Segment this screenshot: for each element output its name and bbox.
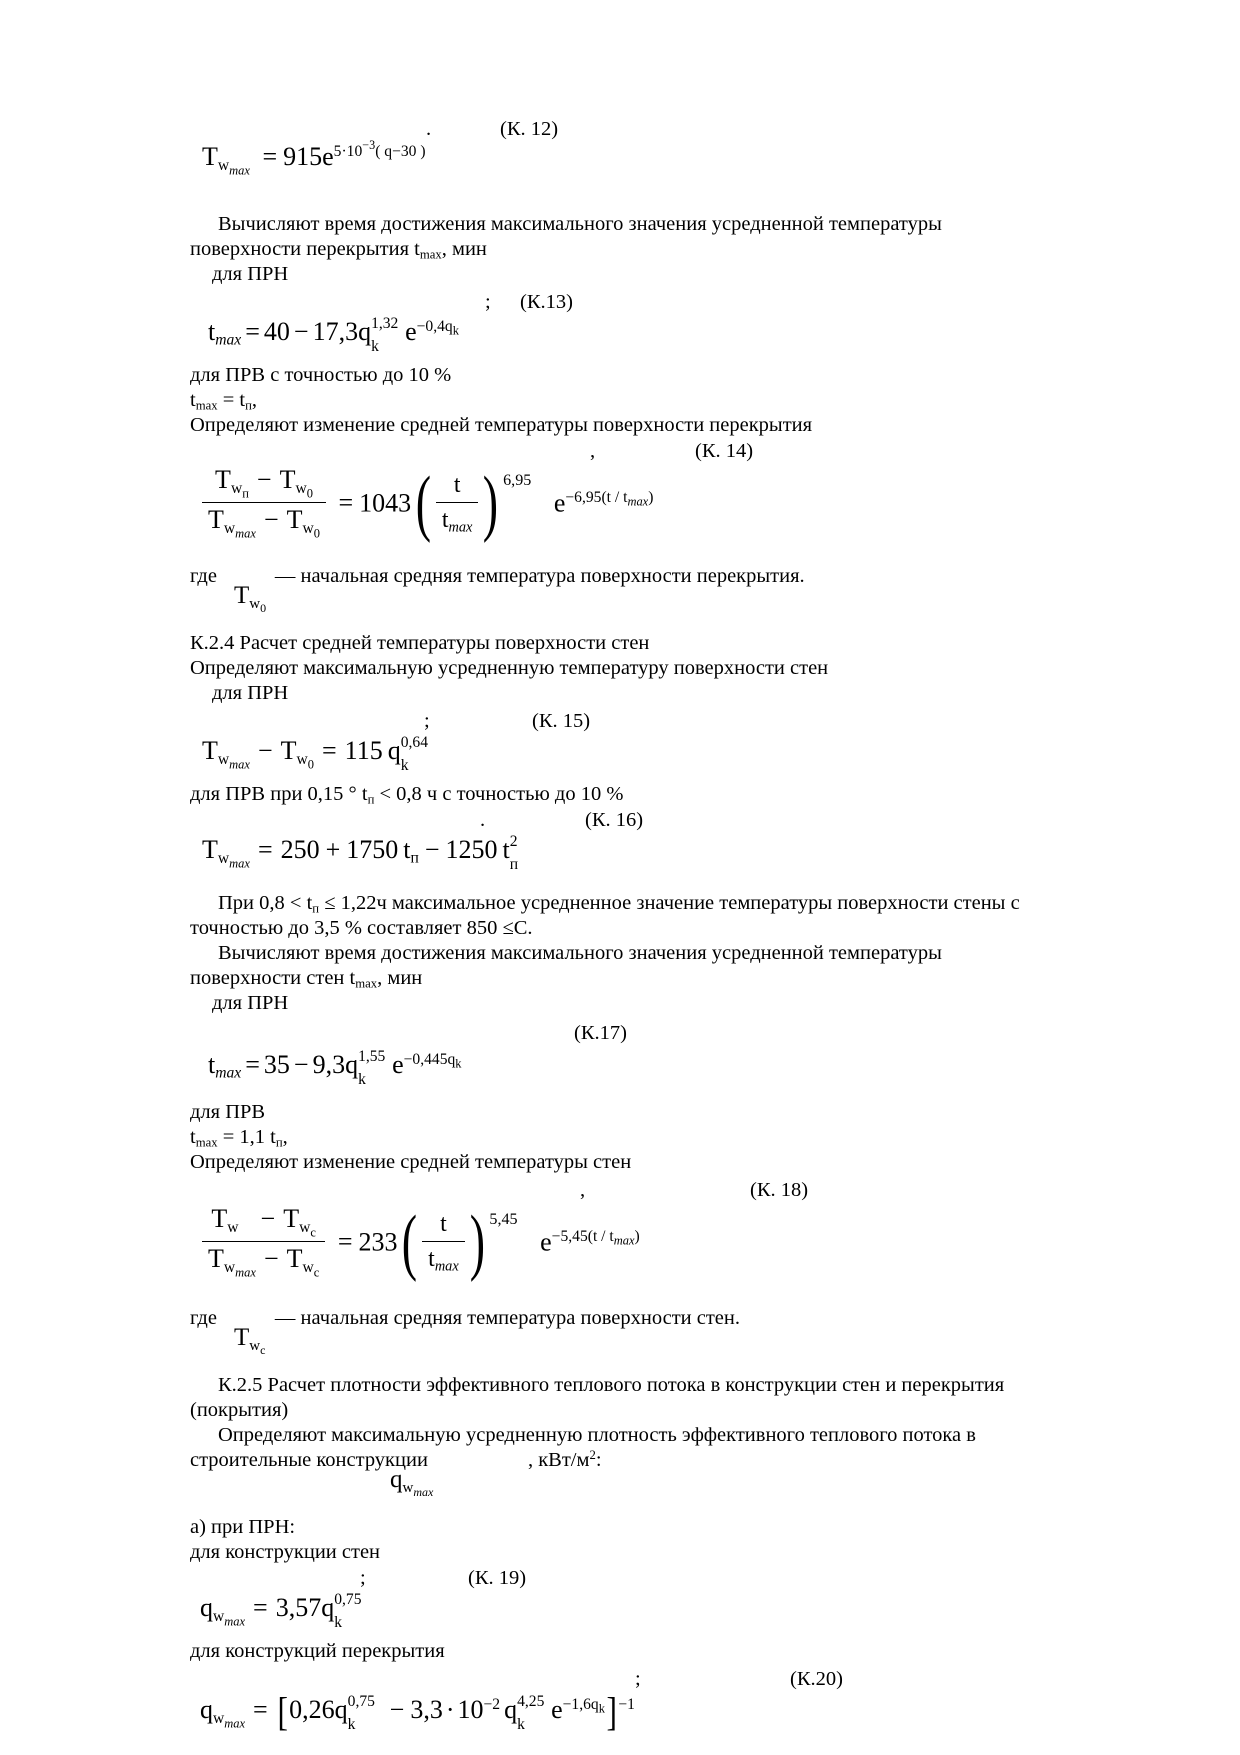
equation-row-k19-label	[190, 1567, 1080, 1593]
equation-k15	[190, 733, 1080, 782]
equation-punct-k19: ;	[360, 1567, 366, 1589]
k18-power: 5,45	[489, 1211, 518, 1229]
equation-punct-k18: ,	[580, 1179, 586, 1201]
k14-paren-left: (	[415, 462, 432, 545]
paragraph-range-line1: При $0,8 < t_п \le 1,22ч$ максимальное усредненное значение температуры поверхности стены с	[218, 892, 1020, 916]
formula-k12-expression	[202, 137, 426, 178]
symbol-T-w0: $Tw_0$	[234, 582, 267, 615]
equation-number-k12: (К. 12)	[500, 118, 559, 140]
paragraph-range-line2: точностью до 3,5 % составляет 850 ≤С.	[190, 917, 533, 939]
equation-k20	[190, 1689, 1080, 1750]
k12-lhs-T: T	[202, 142, 218, 171]
equation-number-k18: (К. 18)	[750, 1179, 809, 1201]
equation-number-k13: (К.13)	[520, 291, 573, 313]
k14-left-fraction	[202, 465, 326, 540]
k12-lhs-subscript: $w_{max}$	[217, 156, 250, 178]
k18-paren-left: (	[402, 1201, 418, 1284]
paragraph-time-ceiling-line1: Вычисляют время достижения максимального значения усредненной температуры	[218, 213, 942, 235]
paragraph-time-ceiling-line2: поверхности перекрытия $t_{max}$, мин	[190, 238, 487, 262]
k18-paren-right: )	[469, 1201, 485, 1284]
label-for-prn-3: для ПРН	[212, 992, 289, 1014]
equation-row-k18-label	[190, 1179, 1080, 1205]
k12-equals: =	[262, 142, 278, 171]
symbol-T-wc: $Tw_c$	[234, 1324, 266, 1357]
formula-k14-expression	[202, 462, 654, 545]
paragraph-determine-flux-line1: Определяют максимальную усредненную плотность эффективного теплового потока в	[218, 1424, 976, 1446]
paragraph-time-walls-line2: поверхности стен $t_{max}$, мин	[190, 967, 423, 991]
paragraph-time-walls-line1: Вычисляют время достижения максимального значения усредненной температуры	[218, 942, 942, 964]
label-for-prv-10-percent: для ПРВ с точностью до 10 %	[190, 364, 452, 386]
label-for-prv-range: для ПРВ при 0,15 ° $t_п < 0,8$ ч с точностью до 10 %	[190, 783, 624, 807]
symbol-q-wmax: $qw_{max}$	[390, 1466, 434, 1499]
equation-k14	[190, 462, 1080, 558]
equation-punct-k12: .	[426, 118, 432, 140]
k14-inner-fraction: $\frac{t}{t_{max}}$	[436, 470, 479, 535]
heading-k25-line1: К.2.5 Расчет плотности эффективного теплового потока в конструкции стен и перекрытия	[218, 1374, 1005, 1396]
equation-k19	[190, 1590, 1080, 1639]
equation-k12	[190, 137, 1080, 196]
k14-numerator: $Tw_п - Tw_0$	[202, 465, 326, 503]
equation-punct-k15: ;	[424, 710, 430, 732]
k13-coefficient: 17,3	[312, 317, 359, 346]
k14-equals: =	[338, 488, 354, 518]
symbol-T-wc-row	[190, 1324, 1080, 1369]
paragraph-determine-change-walls: Определяют изменение средней температуры стен	[190, 1151, 632, 1173]
formula-k16-expression: $Tw_{max} = 250 + 1750$ $t_п - 1250$ t 2 п	[202, 832, 519, 873]
k18-denominator: $Tw_{max} - Tw_c$	[208, 1244, 320, 1280]
equation-tmax-11-tp: $t_{max} = 1,1$ $t_п$,	[190, 1126, 288, 1150]
label-for-wall-structure: для конструкции стен	[190, 1541, 381, 1563]
equation-row-k15-label	[190, 710, 1080, 736]
k13-e: e	[405, 317, 417, 346]
k14-coefficient: 1043	[359, 488, 412, 518]
label-for-ceiling-structure: для конструкций перекрытия	[190, 1640, 445, 1662]
symbol-T-w0-row	[190, 582, 1080, 627]
equation-tmax-equals-tp: $t_{max} = t_п$,	[190, 389, 258, 413]
equation-punct-k13: ;	[485, 291, 491, 313]
k13-lhs-sub: max	[215, 331, 242, 349]
equation-row-k13-label	[190, 291, 1080, 317]
label-for-prn-2: для ПРН	[212, 682, 289, 704]
k12-coefficient: 915	[283, 142, 323, 171]
k14-e: e	[553, 488, 566, 518]
label-for-prv-1: для ПРВ	[190, 1101, 266, 1123]
label-a-at-prn: а) при ПРН:	[190, 1516, 296, 1538]
equation-number-k15: (К. 15)	[532, 710, 591, 732]
equation-number-k14: (К. 14)	[695, 440, 754, 462]
equation-punct-k14: ,	[590, 440, 596, 462]
k13-lhs-t: t	[208, 317, 216, 346]
k12-base-e: e	[322, 142, 334, 171]
k18-left-fraction	[202, 1204, 325, 1279]
heading-k24: К.2.4 Расчет средней температуры поверхности стен	[190, 632, 650, 654]
heading-k25-line2: (покрытия)	[190, 1399, 289, 1421]
k13-q: q	[358, 317, 372, 346]
k13-e-exponent: −0,4qk	[416, 317, 459, 338]
k14-power: 6,95	[503, 472, 532, 490]
paragraph-determine-change-ceiling: Определяют изменение средней температуры поверхности перекрытия	[190, 414, 813, 436]
k13-term1: 40	[263, 317, 290, 346]
equation-row-k14-label	[190, 440, 1080, 466]
k14-e-exponent: −6,95(t / tmax)	[565, 489, 654, 509]
equation-number-k16: (К. 16)	[585, 809, 644, 831]
paragraph-determine-flux-line2: строительные конструкции , кВт/$м^2$:	[190, 1448, 602, 1471]
formula-k13-expression: $t_{max} = 40 - 17,3q$ 1,32 k $e^{-0,4q_k}$	[208, 314, 459, 355]
k13-equals: =	[245, 317, 260, 346]
equation-number-k17: (К.17)	[574, 1022, 627, 1044]
page-body-column	[190, 118, 1080, 1750]
k14-denominator: $Tw_{max} - Tw_0$	[208, 505, 320, 541]
formula-k18-expression: $\frac{Tw - Tw_c}{Tw_{max} - Tw_c}$ = 233( $\frac{t}{t_{max}}$ ) 5,45 $e^{-5,45(t / t_{max})}$	[202, 1207, 640, 1282]
symbol-q-wmax-row	[190, 1466, 1080, 1513]
equation-row-k20-label	[190, 1668, 1080, 1694]
paragraph-determine-max-walls: Определяют максимальную усредненную температуру поверхности стен	[190, 657, 829, 679]
where-clause-ceiling: где — начальная средняя температура поверхности перекрытия.	[190, 565, 805, 587]
k18-numerator: $Tw - Tw_c$	[202, 1204, 325, 1242]
equation-k18	[190, 1201, 1080, 1300]
k13-minus: −	[293, 317, 309, 346]
k14-paren-right: )	[483, 462, 499, 545]
equation-punct-k16: .	[480, 809, 486, 831]
label-for-prn-1: для ПРН	[212, 263, 289, 285]
equation-number-k19: (К. 19)	[468, 1567, 527, 1589]
formula-k19-expression: $qw_{max} = 3,57q$ 0,75 k	[200, 1590, 362, 1631]
equation-row-k16-label	[190, 809, 1080, 835]
k18-inner-fraction: $\frac{t}{t_{max}}$	[422, 1209, 465, 1274]
equation-k17	[190, 1047, 1080, 1100]
formula-k20-expression: $qw_{max} = [0,26q$ 0,75 k − $3,3 \cdot 10^{-2}$ q 4,25 k $e^{-1,6q_k}]^{-1}$	[200, 1689, 635, 1734]
formula-k15-expression: $Tw_{max} - Tw_0 = 115$ q 0,64 k	[202, 733, 429, 774]
equation-k16	[190, 832, 1080, 883]
where-clause-walls: где — начальная средняя температура поверхности стен.	[190, 1307, 740, 1329]
formula-k17-expression: $t_{max} = 35 - 9,3q$ 1,55 k $e^{-0,445q_k}$	[208, 1047, 462, 1088]
k12-exponent: 5·10−3( q−30 )	[333, 137, 426, 160]
equation-row-k17-label	[190, 1022, 1080, 1050]
equation-number-k20: (К.20)	[790, 1668, 843, 1690]
equation-k13	[190, 314, 1080, 363]
equation-punct-k20: ;	[635, 1668, 641, 1690]
